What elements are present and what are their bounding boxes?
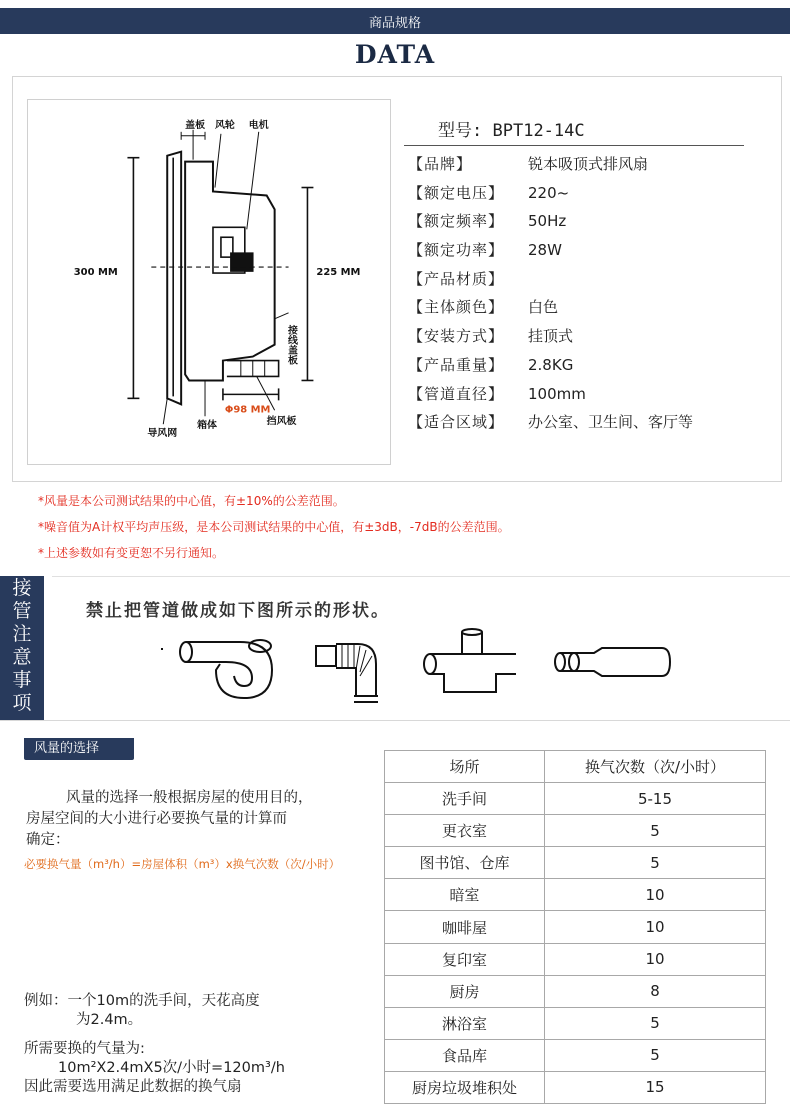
spec-row xyxy=(408,150,768,179)
table-row xyxy=(385,879,766,911)
table-cell-rate: 5-15 xyxy=(545,783,766,815)
table-row xyxy=(385,783,766,815)
table-cell-place: 厨房 xyxy=(385,975,545,1007)
spec-value: 220~ xyxy=(528,183,570,202)
spec-row xyxy=(408,351,768,380)
table-cell-rate: 5 xyxy=(545,815,766,847)
spec-key: 【管道直径】 xyxy=(408,384,505,403)
table-header-place: 场所 xyxy=(385,751,545,783)
table-row xyxy=(385,975,766,1007)
airflow-tab-label: 风量的选择 xyxy=(34,741,100,756)
label-height-left: 300 MM xyxy=(73,267,118,279)
spec-key: 【产品材质】 xyxy=(408,269,505,288)
spec-row xyxy=(408,236,768,265)
label-motor: 电机 xyxy=(248,119,269,131)
spec-value: 2.8KG xyxy=(528,355,574,374)
table-cell-rate: 15 xyxy=(545,1071,766,1103)
label-diameter: Φ98 MM xyxy=(224,404,271,416)
section-title: 商品规格 xyxy=(368,16,421,31)
table-cell-place: 洗手间 xyxy=(385,783,545,815)
pipe-tab-char: 注 xyxy=(12,623,32,645)
calc-line1: 所需要换的气量为: xyxy=(24,1041,145,1057)
header-bar xyxy=(0,8,790,34)
spec-value: 挂顶式 xyxy=(528,327,574,346)
table-cell-place: 淋浴室 xyxy=(385,1007,545,1039)
spec-row xyxy=(408,380,768,409)
spec-value: 白色 xyxy=(528,298,559,317)
table-cell-rate: 10 xyxy=(545,911,766,943)
airflow-para-line3: 确定： xyxy=(26,832,70,848)
spec-row xyxy=(408,179,768,208)
label-damper: 挡风板 xyxy=(266,416,297,428)
pipe-shape-elbow xyxy=(316,644,378,702)
label-cover: 盖板 xyxy=(185,119,206,131)
table-cell-rate: 8 xyxy=(545,975,766,1007)
pipe-tab-char: 项 xyxy=(12,692,32,714)
data-heading: DATA xyxy=(354,40,436,69)
model-label: 型号: xyxy=(438,121,483,141)
pipe-tab-char: 管 xyxy=(12,600,32,622)
airflow-para-line2: 房屋空间的大小进行必要换气量的计算而 xyxy=(26,811,287,827)
spec-key: 【安装方式】 xyxy=(408,327,505,346)
airflow-paragraph xyxy=(26,788,366,851)
spec-key: 【适合区域】 xyxy=(408,413,505,432)
disclaimer-note: *上述参数如有变更恕不另行通知。 xyxy=(38,546,225,560)
table-row xyxy=(385,943,766,975)
spec-list xyxy=(408,150,768,437)
dimension-diagram xyxy=(27,99,391,465)
example-line1: 例如：一个10m的洗手间，天花高度 xyxy=(24,993,260,1009)
calc-line3: 因此需要选用满足此数据的换气扇 xyxy=(24,1079,242,1095)
table-cell-rate: 5 xyxy=(545,1007,766,1039)
example-line2: 为2.4m。 xyxy=(76,1012,143,1028)
spec-key: 【产品重量】 xyxy=(408,355,505,374)
pipe-notice-tab xyxy=(0,576,44,720)
spec-value: 锐本吸顶式排风扇 xyxy=(528,155,649,173)
table-cell-place: 图书馆、仓库 xyxy=(385,847,545,879)
disclaimer-note: *风量是本公司测试结果的中心值，有±10%的公差范围。 xyxy=(38,494,345,508)
pipe-shape-reducer xyxy=(555,648,670,676)
table-row xyxy=(385,911,766,943)
table-cell-place: 复印室 xyxy=(385,943,545,975)
label-box: 箱体 xyxy=(197,420,217,432)
spec-key: 【品牌】 xyxy=(408,155,473,173)
model-line-text xyxy=(438,116,585,141)
airflow-example xyxy=(24,992,374,1030)
fan-diagram-svg xyxy=(28,100,390,464)
pipe-shape-tee xyxy=(424,629,516,692)
spec-key: 【主体颜色】 xyxy=(408,298,505,317)
spec-key: 【额定功率】 xyxy=(408,241,505,260)
label-fan-wheel: 风轮 xyxy=(214,119,235,131)
pipe-tab-char: 意 xyxy=(12,646,32,668)
spec-value: 100mm xyxy=(528,384,586,403)
spec-row xyxy=(408,408,768,437)
table-header-row xyxy=(385,751,766,783)
model-divider xyxy=(404,145,744,146)
spec-row xyxy=(408,322,768,351)
spec-key: 【额定频率】 xyxy=(408,212,505,231)
calc-line2: 10m²X2.4mX5次/小时=120m³/h xyxy=(58,1060,285,1076)
table-cell-place: 更衣室 xyxy=(385,815,545,847)
table-cell-place: 咖啡屋 xyxy=(385,911,545,943)
table-cell-rate: 10 xyxy=(545,943,766,975)
table-cell-rate: 10 xyxy=(545,879,766,911)
pipe-shape-u-bend xyxy=(162,640,272,698)
table-cell-rate: 5 xyxy=(545,1039,766,1071)
table-cell-place: 暗室 xyxy=(385,879,545,911)
model-value: BPT12-14C xyxy=(492,121,585,141)
table-header-rate: 换气次数（次/小时） xyxy=(545,751,766,783)
spec-row xyxy=(408,265,768,294)
air-change-table xyxy=(384,750,766,1104)
label-wiring-cover: 接线盖板 xyxy=(286,324,298,365)
airflow-para-line1: 风量的选择一般根据房屋的使用目的， xyxy=(66,790,313,806)
pipe-section-divider xyxy=(0,720,790,721)
notes-list xyxy=(38,488,778,566)
airflow-calc xyxy=(24,1040,374,1097)
table-row xyxy=(385,1007,766,1039)
table-cell-place: 食品库 xyxy=(385,1039,545,1071)
table-cell-rate: 5 xyxy=(545,847,766,879)
table-row xyxy=(385,1039,766,1071)
pipe-tab-char: 接 xyxy=(12,577,32,599)
airflow-formula: 必要换气量（m³/h）=房屋体积（m³）x换气次数（次/小时） xyxy=(24,857,341,871)
table-row xyxy=(385,815,766,847)
spec-value: 50Hz xyxy=(528,212,567,231)
spec-row xyxy=(408,293,768,322)
pipe-warning: 禁止把管道做成如下图所示的形状。 xyxy=(86,601,390,621)
spec-row xyxy=(408,207,768,236)
spec-value: 28W xyxy=(528,241,562,260)
label-guide-ring: 导风网 xyxy=(147,428,178,440)
table-cell-place: 厨房垃圾堆积处 xyxy=(385,1071,545,1103)
spec-value: 办公室、卫生间、客厅等 xyxy=(528,413,694,432)
table-row xyxy=(385,847,766,879)
airflow-tab xyxy=(24,738,134,760)
pipe-tab-char: 事 xyxy=(12,669,32,691)
table-row xyxy=(385,1071,766,1103)
spec-key: 【额定电压】 xyxy=(408,183,505,202)
forbidden-pipe-shapes xyxy=(150,626,690,706)
label-height-right: 225 MM xyxy=(316,267,361,279)
disclaimer-note: *噪音值为A计权平均声压级，是本公司测试结果的中心值，有±3dB，-7dB的公差范围。 xyxy=(38,520,510,534)
